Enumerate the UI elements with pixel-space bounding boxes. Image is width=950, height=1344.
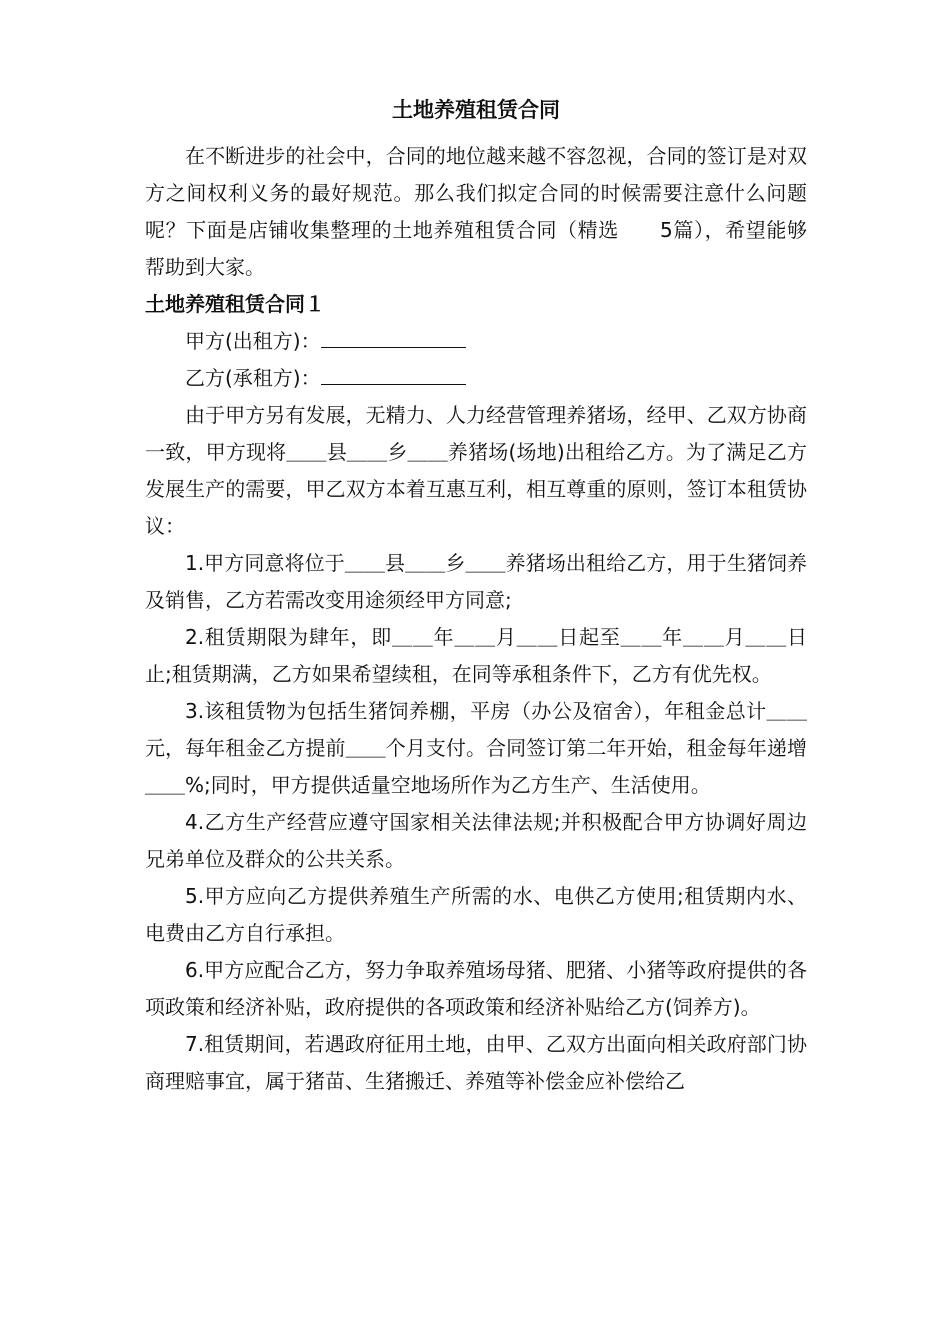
party-a-line bbox=[145, 323, 807, 360]
clause-4: 4.乙方生产经营应遵守国家相关法律法规;并积极配合甲方协调好周边兄弟单位及群众的公共关系。 bbox=[145, 810, 807, 871]
clause-3: 3.该租赁物为包括生猪饲养棚，平房（办公及宿舍），年租金总计＿＿元，每年租金乙方提前＿＿个月支付。合同签订第二年开始，租金每年递增＿＿%;同时，甲方提供适量空地场所作为乙方生产、生活使用。 bbox=[145, 699, 807, 797]
party-b-blank bbox=[321, 366, 466, 385]
document-page bbox=[145, 90, 807, 1100]
party-a-blank bbox=[321, 329, 466, 348]
party-b-label: 乙方(承租方)： bbox=[185, 366, 321, 390]
clause-7: 7.租赁期间，若遇政府征用土地，由甲、乙双方出面向相关政府部门协商理赔事宜，属于猪苗、生猪搬迁、养殖等补偿金应补偿给乙 bbox=[145, 1032, 807, 1093]
clause-1: 1.甲方同意将位于＿＿县＿＿乡＿＿养猪场出租给乙方，用于生猪饲养及销售，乙方若需改变用途须经甲方同意; bbox=[145, 551, 807, 612]
intro-paragraph: 在不断进步的社会中，合同的地位越来越不容忽视，合同的签订是对双方之间权利义务的最好规范。那么我们拟定合同的时候需要注意什么问题呢？下面是店铺收集整理的土地养殖租赁合同（精选 5篇），希望能够帮助到大家。 bbox=[145, 144, 807, 279]
party-a-label: 甲方(出租方)： bbox=[185, 329, 321, 353]
document-title: 土地养殖租赁合同 bbox=[392, 98, 560, 122]
clause-preamble: 由于甲方另有发展，无精力、人力经营管理养猪场，经甲、乙双方协商一致，甲方现将＿＿县＿＿乡＿＿养猪场(场地)出租给乙方。为了满足乙方发展生产的需要，甲乙双方本着互惠互利，相互尊重的原则，签订本租赁协议： bbox=[145, 403, 807, 538]
clause-5: 5.甲方应向乙方提供养殖生产所需的水、电供乙方使用;租赁期内水、电费由乙方自行承担。 bbox=[145, 884, 807, 945]
party-b-line bbox=[145, 360, 807, 397]
clause-2: 2.租赁期限为肆年，即＿＿年＿＿月＿＿日起至＿＿年＿＿月＿＿日止;租赁期满，乙方如果希望续租，在同等承租条件下，乙方有优先权。 bbox=[145, 625, 807, 686]
clause-6: 6.甲方应配合乙方，努力争取养殖场母猪、肥猪、小猪等政府提供的各项政策和经济补贴，政府提供的各项政策和经济补贴给乙方(饲养方)。 bbox=[145, 958, 807, 1019]
section-title: 土地养殖租赁合同１ bbox=[145, 292, 325, 316]
